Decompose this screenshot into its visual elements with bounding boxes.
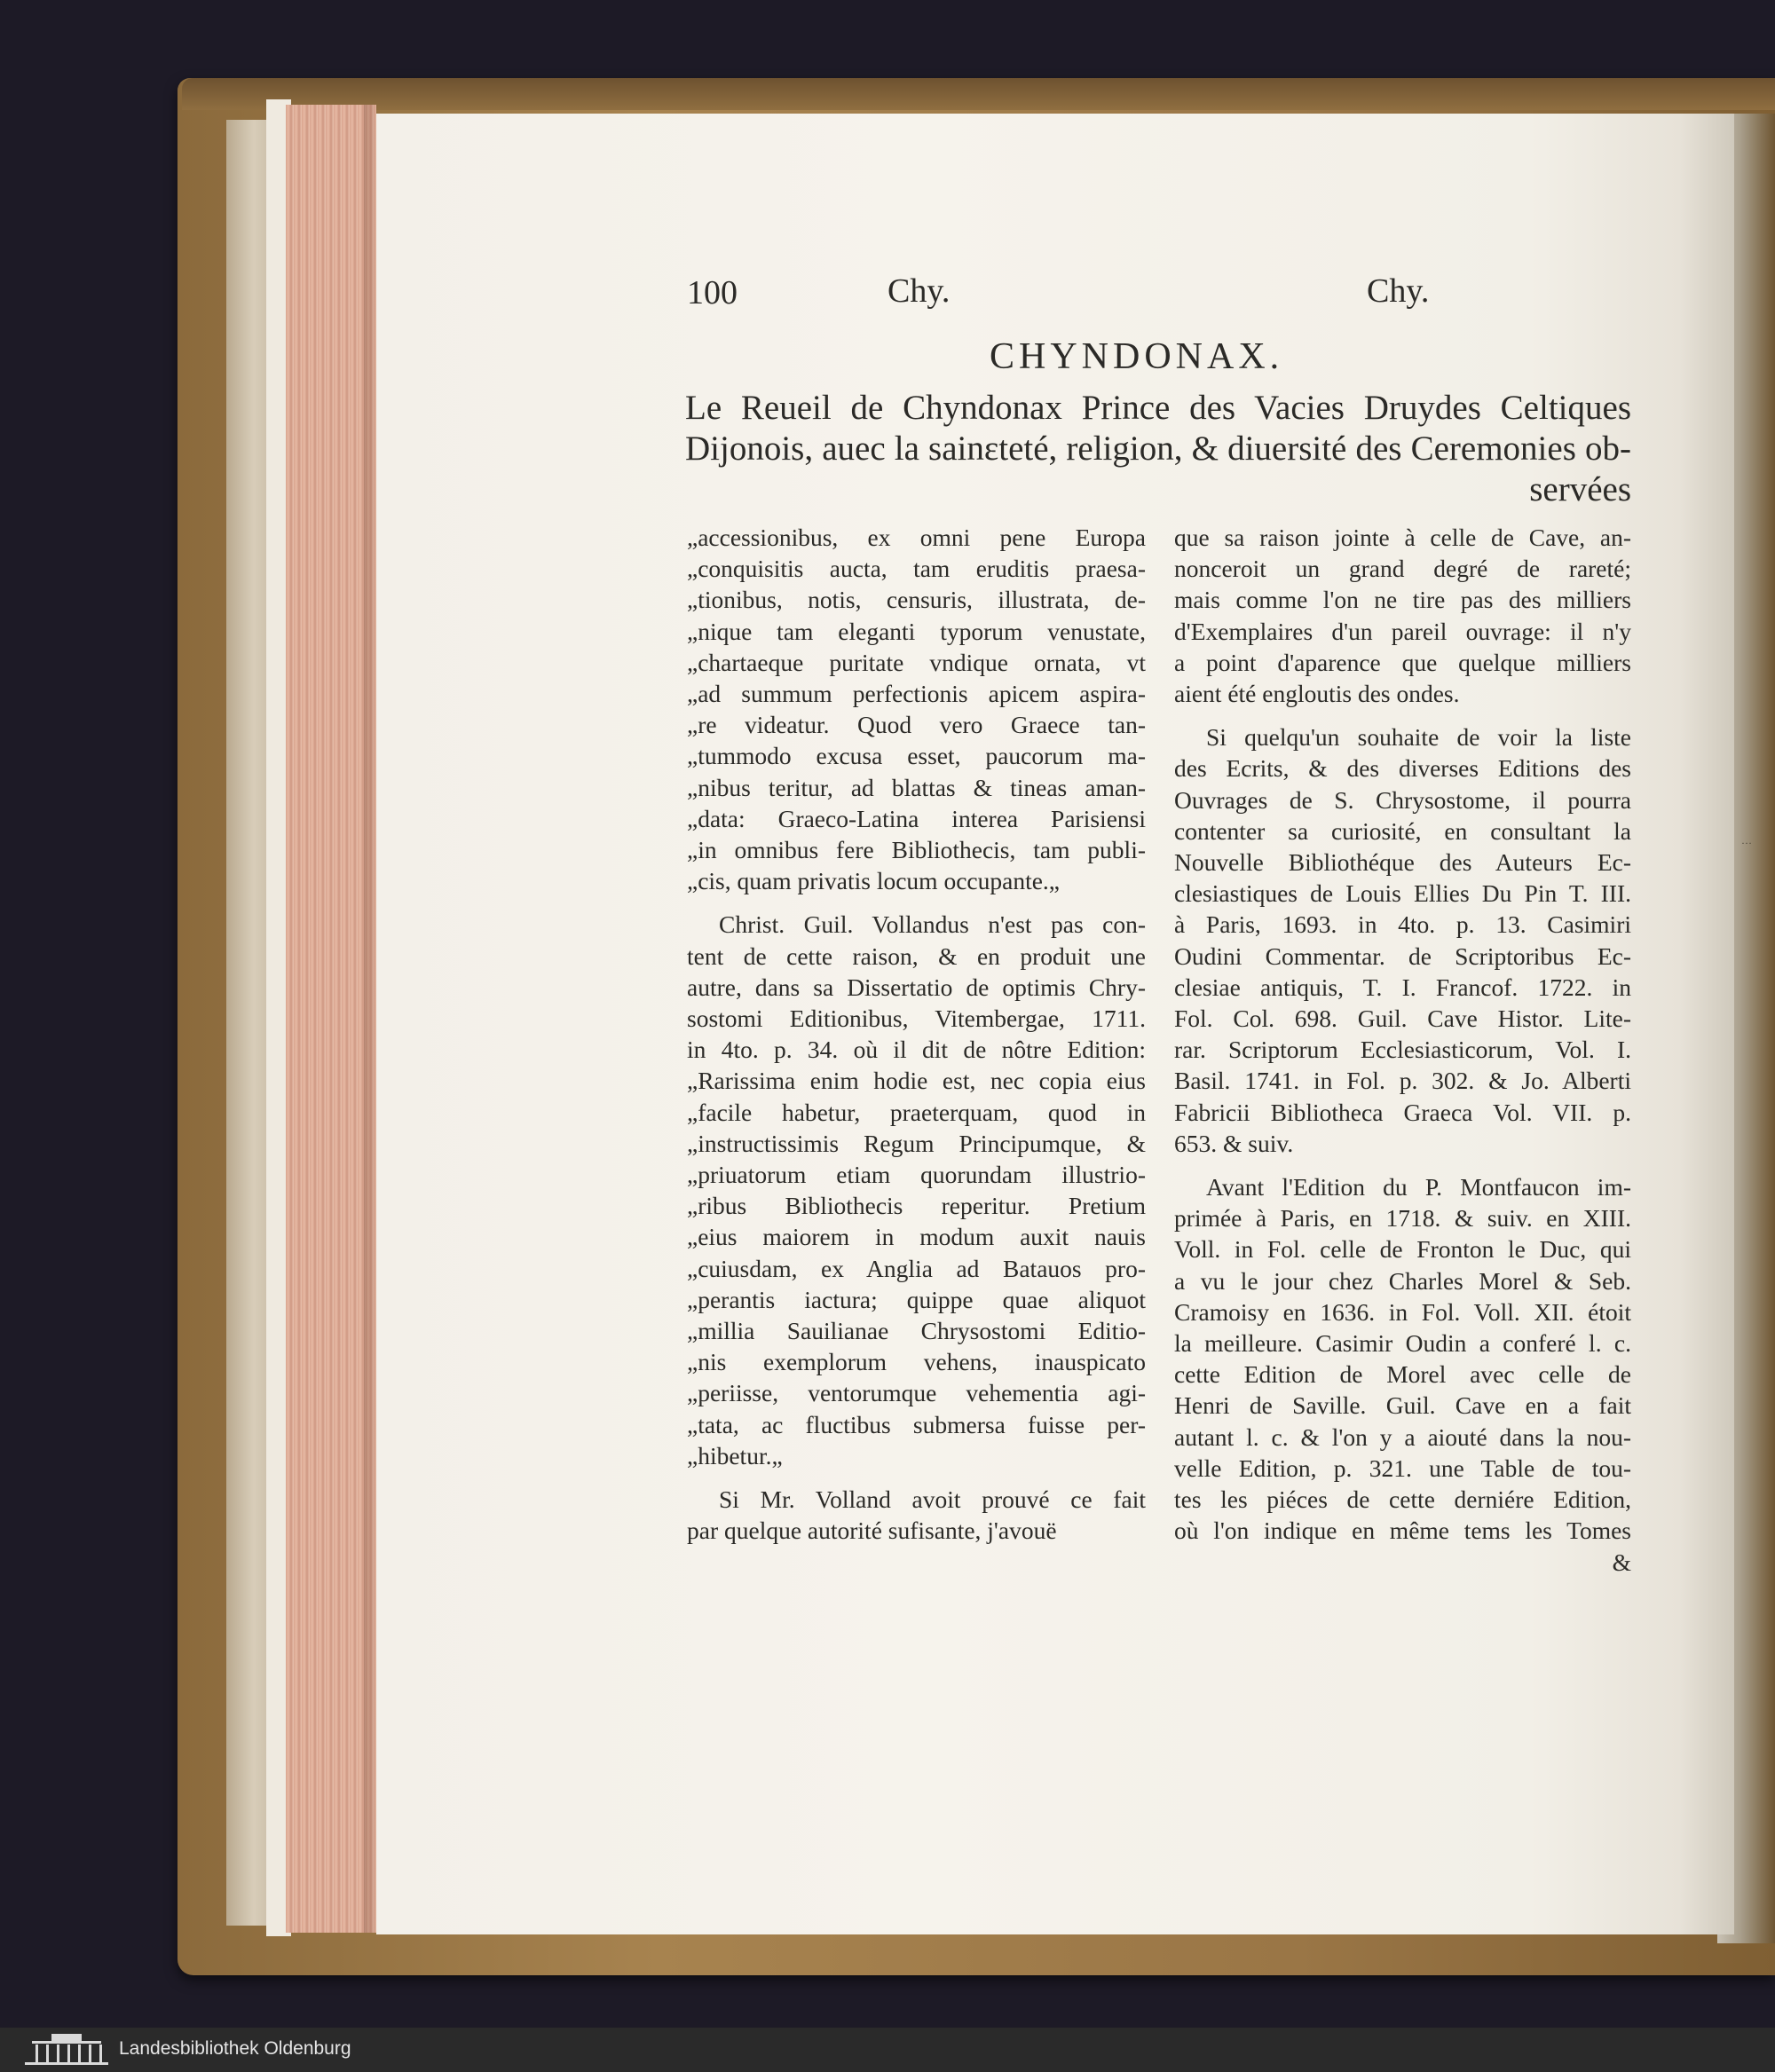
- text-line: „conquisitis aucta, tam eruditis praesa-: [687, 555, 1146, 583]
- text-line: clesiae antiquis, T. I. Francof. 1722. in: [1174, 973, 1631, 1001]
- text-line: a vu le jour chez Charles Morel & Seb.: [1174, 1266, 1631, 1295]
- text-line: Si Mr. Volland avoit prouvé ce fait: [719, 1485, 1146, 1514]
- text-line: Voll. in Fol. celle de Fronton le Duc, qui: [1174, 1235, 1631, 1264]
- text-line: tes les piéces de cette derniére Edition,: [1174, 1485, 1631, 1514]
- text-line: „priuatorum etiam quorundam illustrio-: [687, 1161, 1146, 1189]
- red-fore-edge: [286, 105, 376, 1933]
- text-line: Basil. 1741. in Fol. p. 302. & Jo. Alberti: [1174, 1067, 1631, 1095]
- paragraph-gap: [687, 896, 1146, 909]
- text-line: „tata, ac fluctibus submersa fuisse per-: [687, 1410, 1146, 1438]
- paragraph-gap: [1174, 1159, 1631, 1171]
- text-line: „ad summum perfectionis apicem aspira-: [687, 680, 1146, 708]
- text-line: &: [1612, 1548, 1631, 1576]
- heading-line: Dijonois, auec la sainɛteté, religion, & diuersité des Ceremonies ob-: [685, 429, 1631, 468]
- text-line: que sa raison jointe à celle de Cave, an-: [1174, 524, 1631, 551]
- text-line: „facile habetur, praeterquam, quod in: [687, 1098, 1146, 1126]
- text-line: „data: Graeco-Latina interea Parisiensi: [687, 804, 1146, 832]
- text-line: cette Edition de Morel avec celle de: [1174, 1360, 1631, 1389]
- text-line: d'Exemplaires d'un pareil ouvrage: il n'y: [1174, 617, 1631, 645]
- paragraph-gap: [687, 1471, 1146, 1484]
- text-line: Henri de Saville. Guil. Cave en a fait: [1174, 1391, 1631, 1420]
- text-line: „chartaeque puritate vndique ornata, vt: [687, 648, 1146, 676]
- text-line: „ribus Bibliothecis reperitur. Pretium: [687, 1192, 1146, 1220]
- text-line: Si quelqu'un souhaite de voir la liste: [1206, 723, 1631, 752]
- text-line: „in omnibus fere Bibliothecis, tam publi-: [687, 836, 1146, 864]
- text-line: primée à Paris, en 1718. & suiv. en XIII.: [1174, 1204, 1631, 1233]
- text-line: autant l. c. & l'on y a aiouté dans la nou-: [1174, 1422, 1631, 1451]
- right-column: [1174, 522, 1631, 1578]
- text-line: „tummodo excusa esset, paucorum ma-: [687, 742, 1146, 770]
- left-column: [687, 522, 1146, 1547]
- text-line: sostomi Editionibus, Vitembergae, 1711.: [687, 1004, 1146, 1033]
- text-line: mais comme l'on ne tire pas des milliers: [1174, 586, 1631, 614]
- entry-title: CHYNDONAX.: [990, 336, 1284, 377]
- text-line: „accessionibus, ex omni pene Europa: [687, 524, 1146, 551]
- text-line: à Paris, 1693. in 4to. p. 13. Casimiri: [1174, 910, 1631, 939]
- text-line: „cuiusdam, ex Anglia ad Batauos pro-: [687, 1254, 1146, 1282]
- running-head-left: Chy.: [888, 272, 951, 310]
- text-line: Fol. Col. 698. Guil. Cave Histor. Lite-: [1174, 1004, 1631, 1033]
- page-number: 100: [687, 274, 738, 311]
- entry-heading: [685, 388, 1631, 510]
- paragraph-gap: [1174, 709, 1631, 721]
- text-line: a point d'aparence que quelque milliers: [1174, 648, 1631, 676]
- text-line: Avant l'Edition du P. Montfaucon im-: [1206, 1173, 1631, 1201]
- text-line: velle Edition, p. 321. une Table de tou-: [1174, 1454, 1631, 1482]
- heading-line: servées: [1529, 470, 1631, 508]
- text-line: „instructissimis Regum Principumque, &: [687, 1129, 1146, 1157]
- heading-line: Le Reueil de Chyndonax Prince des Vacies Druydes Celtiques: [685, 389, 1631, 427]
- text-line: autre, dans sa Dissertatio de optimis Chry-: [687, 973, 1146, 1001]
- text-line: „re videatur. Quod vero Graece tan-: [687, 711, 1146, 739]
- text-line: 653. & suiv.: [1174, 1129, 1294, 1157]
- text-line: in 4to. p. 34. où il dit de nôtre Edition:: [687, 1036, 1146, 1064]
- text-line: „eius maiorem in modum auxit nauis: [687, 1223, 1146, 1251]
- text-line: Oudini Commentar. de Scriptoribus Ec-: [1174, 941, 1631, 970]
- text-line: „nibus teritur, ad blattas & tineas aman-: [687, 773, 1146, 801]
- marginal-note: …: [1741, 834, 1752, 847]
- text-line: par quelque autorité sufisante, j'avouë: [687, 1517, 1057, 1545]
- text-line: „millia Sauilianae Chrysostomi Editio-: [687, 1317, 1146, 1345]
- text-line: „periisse, ventorumque vehementia agi-: [687, 1379, 1146, 1407]
- text-line: Cramoisy en 1636. in Fol. Voll. XII. étoit: [1174, 1297, 1631, 1326]
- text-line: Ouvrages de S. Chrysostome, il pourra: [1174, 785, 1631, 814]
- text-line: Christ. Guil. Vollandus n'est pas con-: [719, 910, 1146, 939]
- text-line: des Ecrits, & des diverses Editions des: [1174, 754, 1631, 783]
- text-line: Nouvelle Bibliothéque des Auteurs Ec-: [1174, 848, 1631, 877]
- text-line: „nis exemplorum vehens, inauspicato: [687, 1348, 1146, 1376]
- text-line: „perantis iactura; quippe quae aliquot: [687, 1285, 1146, 1313]
- library-name: Landesbibliothek Oldenburg: [119, 2038, 351, 2059]
- running-head-right: Chy.: [1367, 272, 1430, 310]
- text-line: „nique tam eleganti typorum venustate,: [687, 617, 1146, 645]
- text-line: contenter sa curiosité, en consultant la: [1174, 816, 1631, 845]
- text-line: rar. Scriptorum Ecclesiasticorum, Vol. I.: [1174, 1036, 1631, 1064]
- text-line: clesiastiques de Louis Ellies Du Pin T. III.: [1174, 879, 1631, 908]
- text-line: la meilleure. Casimir Oudin a conferé l. c.: [1174, 1329, 1631, 1358]
- text-line: Fabricii Bibliotheca Graeca Vol. VII. p.: [1174, 1098, 1631, 1126]
- text-line: où l'on indique en même tems les Tomes: [1174, 1517, 1631, 1545]
- text-line: „cis, quam privatis locum occupante.„: [687, 867, 1060, 895]
- text-line: „hibetur.„: [687, 1441, 783, 1469]
- text-line: tent de cette raison, & en produit une: [687, 941, 1146, 970]
- text-line: „tionibus, notis, censuris, illustrata, de-: [687, 586, 1146, 614]
- text-line: nonceroit un grand degré de rareté;: [1174, 555, 1631, 583]
- library-building-icon: [25, 2032, 108, 2068]
- book-cover-top-edge: [182, 78, 1775, 110]
- text-line: aient été engloutis des ondes.: [1174, 680, 1460, 708]
- text-line: „Rarissima enim hodie est, nec copia eius: [687, 1067, 1146, 1095]
